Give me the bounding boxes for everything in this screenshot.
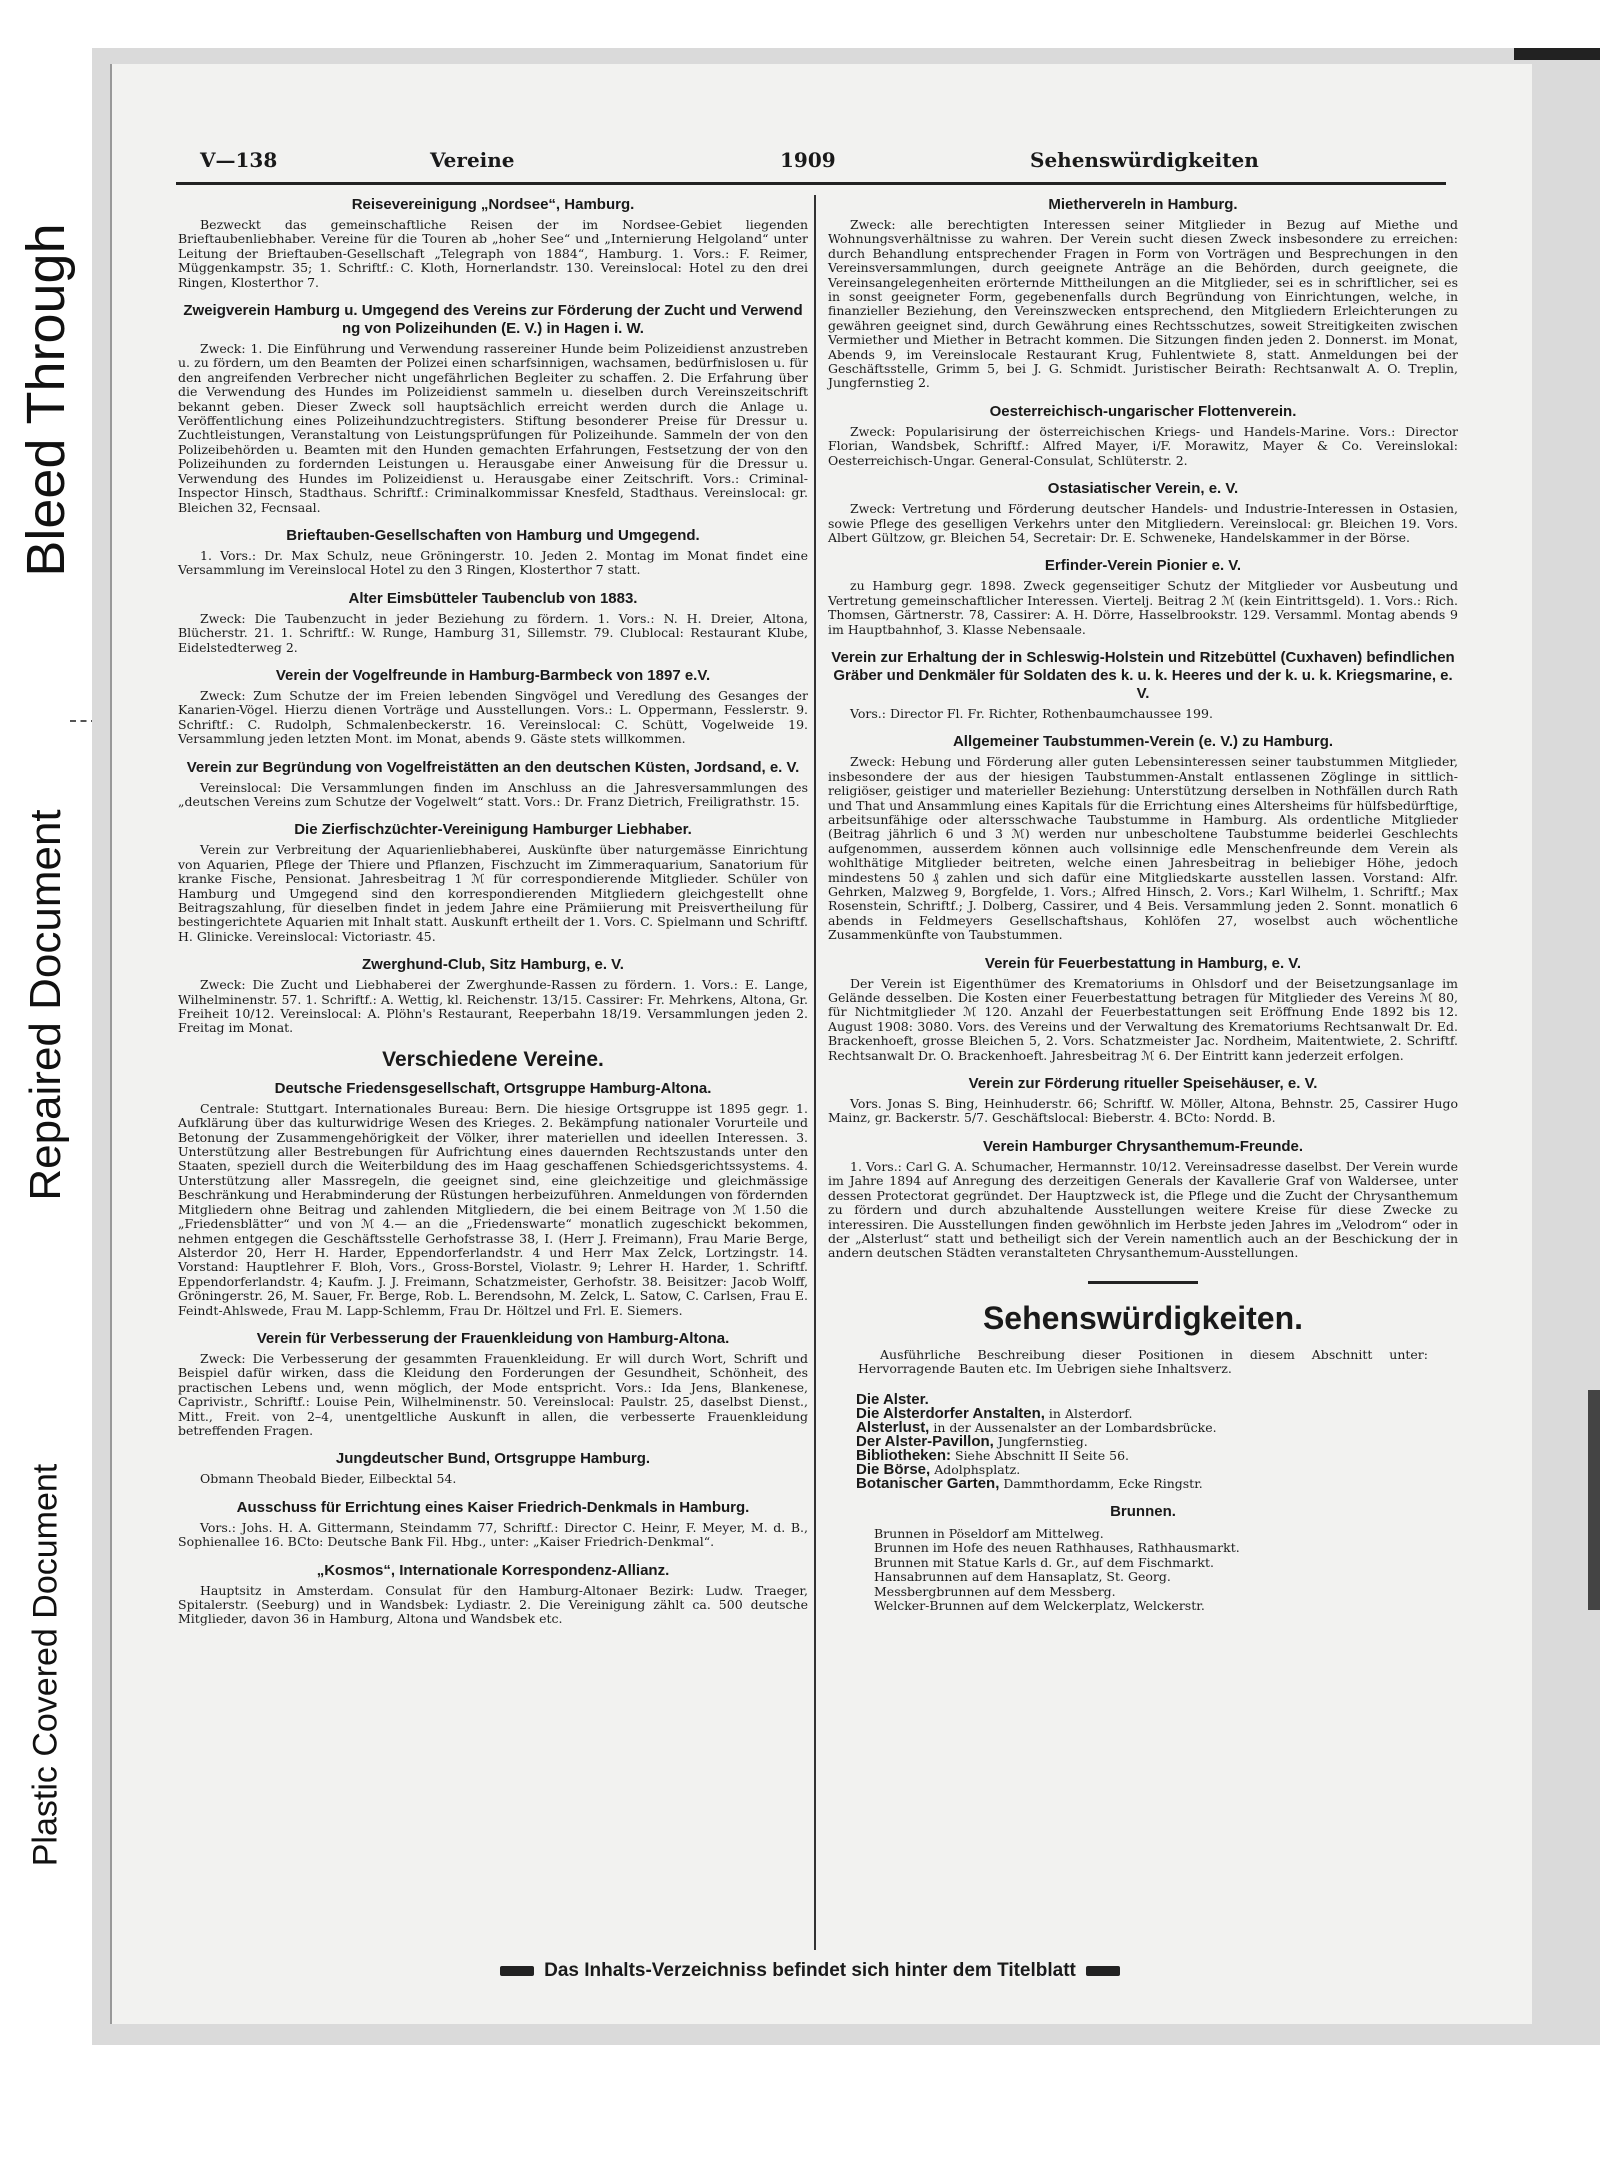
label-repaired-document: Repaired Document — [21, 809, 70, 1201]
entry-text: Der Verein ist Eigenthümer des Krematoriums in Ohlsdorf und der Beisetzungsanlage im Gelände desselben. Die Kosten einer Feuerbestattung betragen für Mitglieder des Vereins ℳ 80, für Nichtmitglieder ℳ 120. Anzahl der Feuerbestattungen seit Eröffnung Ende 1892 bis 12. August 1908: 3080. Vors. des Vereins und der Verwaltung des Krematoriums Rechtsanwalt Dr. Ed. Brackenhoeft, grosse Bleichen 5, 2. Vors. Schatzmeister Jac. Nordheim, Maitentwiete, 2. Schriftf. Rechtsanwalt Dr. O. Brackenhoeft. Jahresbeitrag ℳ 6. Der Eintritt kann jederzeit erfolgen. — [828, 975, 1458, 1063]
entry-title: Verein für Verbesserung der Frauenkleidung von Hamburg-Altona. — [256, 1329, 730, 1347]
entry-text: Obmann Theobald Bieder, Eilbecktal 54. — [200, 1471, 457, 1487]
entry — [828, 649, 1458, 721]
entry — [178, 527, 808, 578]
sight-name: Alsterlust, — [856, 1418, 930, 1436]
column-rule — [814, 195, 816, 1950]
label-plastic-covered-document: Plastic Covered Document — [26, 1463, 65, 1867]
entry-title: Ausschuss für Errichtung eines Kaiser Friedrich-Denkmals in Hamburg. — [236, 1498, 750, 1516]
entry-text: 1. Vors.: Carl G. A. Schumacher, Hermannstr. 10/12. Vereinsadresse daselbst. Der Verein wurde im Jahre 1894 auf Anregung des derzeitigen Generals der Kavallerie Graf von Waldersee, unter dessen Protectorat gegründet. Der Hauptzweck ist, die Pflege und die Zucht der Chrysanthemum zu fördern und durch abzuhaltende Ausstellungen weitere Kreise für diese Zwecke zu interessiren. Die Ausstellungen finden gewöhnlich im Herbste jeden Jahres im „Velodrom“ oder in der „Alsterlust“ statt und betheiligt sich der Verein namentlich auch an der Beschickung der in andern deutschen Städten veranstalteten Chrysanthemum-Ausstellungen. — [828, 1158, 1458, 1261]
header-year: 1909 — [780, 148, 836, 172]
entry-title: Verein zur Erhaltung der in Schleswig-Holstein und Ritzebüttel (Cuxhaven) befindlichen Gräber und Denkmäler für Soldaten des k. u. k. Heeres und der k. u. k. Kriegsmarine, e. V. — [831, 648, 1455, 702]
entry — [178, 1499, 808, 1550]
right-column — [828, 196, 1458, 1614]
fountain-item: Brunnen mit Statue Karls d. Gr., auf dem Fischmarkt. — [874, 1554, 1214, 1570]
left-column — [178, 196, 808, 1639]
entry-title: Verein zur Begründung von Vogelfreistätten an den deutschen Küsten, Jordsand, e. V. — [186, 758, 800, 776]
entry-text: 1. Vors.: Dr. Max Schulz, neue Gröningerstr. 10. Jeden 2. Montag im Monat findet eine Versammlung im Vereinslocal Hotel zu den 3 Ringen, Klosterthor 7 statt. — [178, 547, 808, 578]
entry-title: Alter Eimsbütteler Taubenclub von 1883. — [348, 589, 638, 607]
sights-intro: Ausführliche Beschreibung dieser Positionen in diesem Abschnitt unter: Hervorragende Bauten etc. Im Uebrigen siehe Inhaltsverz. — [858, 1346, 1428, 1377]
entry-text: Zweck: Die Zucht und Liebhaberei der Zwerghunde-Rassen zu fördern. 1. Vors.: E. Lange, Wilhelminenstr. 57. 1. Schriftf.: A. Wettig, kl. Reichenstr. 13/15. Cassirer: Fr. Mehrkens, Altona, Gr. Freiheit 10/12. Vereinslocal: A. Plöhn's Restaurant, Reeperbahn 18/19. Versammlungen jeden 2. Freitag im Monat. — [178, 977, 808, 1036]
entry-text: Bezweckt das gemeinschaftliche Reisen der im Nordsee-Gebiet liegenden Brieftaubenliebhaber. Vereine für die Touren ab „hoher See“ und „Internierung Helgoland“ unter Leitung der Brieftauben-Gesellschaft „Telegraph von 1884“, Hamburg. 1. Vors.: F. Reimer, Müggenkampstr. 35; 1. Schriftf.: C. Kloth, Hornerlandstr. 130. Vereinslocal: Hotel zu den drei Ringen, Klosterthor 7. — [178, 217, 808, 290]
entry-text: zu Hamburg gegr. 1898. Zweck gegenseitiger Schutz der Mitglieder vor Ausbeutung und Vertretung gemeinschaftlicher Interessen. Viertelj. Beitrag 2 ℳ (kein Eintrittsgeld). 1. Vors.: Rich. Thomsen, Gärtnerstr. 78, Cassirer: A. H. Dörre, Hasselbrookstr. 129. Versamml. Montag abends 9 im Hauptbahnhof, 3. Klasse Nebensaale. — [828, 578, 1458, 637]
entry-title: Deutsche Friedensgesellschaft, Ortsgruppe Hamburg-Altona. — [274, 1079, 712, 1097]
entry — [178, 196, 808, 290]
fountain-item: Welcker-Brunnen auf dem Welckerplatz, Welckerstr. — [874, 1598, 1205, 1614]
fountains-heading: Brunnen. — [1110, 1502, 1176, 1520]
entry — [828, 733, 1458, 942]
entry — [178, 1330, 808, 1438]
entry-title: Verein für Feuerbestattung in Hamburg, e. V. — [984, 954, 1302, 972]
entry-text: Centrale: Stuttgart. Internationales Bureau: Bern. Die hiesige Ortsgruppe ist 1895 gegr. 1. Aufklärung über das kulturwidrige Wesen des Krieges. 2. Bekämpfung nationaler Vorurteile und Betonung der Zusammengehörigkeit der Völker, ihrer materiellen und ideellen Interessen. 3. Unterstützung aller Bestrebungen für Aufrichtung eines dauernden Rechtszustands unter den Staaten, speziell durch die Weiterbildung des im Haag geschaffenen Schiedsgerichtssystems. 4. Unterstützung aller Massregeln, die geeignet sind, eine gleichzeitige und gleichmässige Beschränkung und Herabminderung der Rüstungen herbeizuführen. Anmeldungen von fördernden Mitgliedern ohne Beitrag und zahlenden Mitgliedern, die bei einem Beitrage von ℳ 1.50 die „Friedensblätter“ und von ℳ 4.— an die „Friedenswarte“ monatlich zugeschickt bekommen, nehmen entgegen die Geschäftsstelle Gerhofstrasse 38, I. (Herr J. Freimann), Frau Marie Berge, Alsterdor 20, Herr H. Harder, Eppendorferlandstr. 4 und Herr Max Zelck, Lortzingstr. 14. Vorstand: Hauptlehrer F. Bloh, Vors., Gross-Borstel, Violastr. 9; Lehrer H. Harder, 1. Schriftf. Eppendorferlandstr. 4; Kaufm. J. J. Freimann, Schatzmeister, Gerhofstr. 38. Beisitzer: Jacob Wolff, Gröningerstr. 26, M. Sauer, Fr. Berge, Rob. L. Berendsohn, M. Zelck, L. Satow, C. Carlsen, Frau E. Feindt-Ahlswede, Frau M. Lapp-Schlemm, Frau Dr. Höltzel und Frl. E. Siemers. — [178, 1100, 808, 1318]
sights-heading: Sehenswürdigkeiten. — [982, 1299, 1304, 1336]
entry-text: Zweck: Die Verbesserung der gesammten Frauenkleidung. Er will durch Wort, Schrift und Beispiel dafür wirken, dass die Kleidung den Forderungen der Gesundheit, Schönheit, des practischen Lebens und, wenn möglich, der Mode entspricht. Vors.: Ida Jens, Blankenese, Caprivistr., Schriftf.: Louise Pein, Wilhelminenstr. 50. Vereinslocal: Paulstr. 25, daselbst Dienst., Mitt., Freit. von 2–4, unentgeltliche Auskunft in allen, die verbesserte Frauenkleidung betreffenden Fragen. — [178, 1350, 808, 1438]
sight-detail: in der Aussenalster an der Lombardsbrücke. — [933, 1419, 1217, 1435]
left-margin-strip — [0, 0, 92, 2177]
entry — [178, 1080, 808, 1318]
entry-text: Vors. Jonas S. Bing, Heinhuderstr. 66; Schriftf. W. Möller, Altona, Behnstr. 25, Cassirer Hugo Mainz, gr. Backerstr. 5/7. Geschäftslocal: Bieberstr. 4. BCto: Nordd. B. — [828, 1096, 1458, 1126]
entry-text: Zweck: Popularisirung der österreichischen Kriegs- und Handels-Marine. Vors.: Director Florian, Wandsbek, Schriftf.: Alfred Mayer, i/F. Morawitz, Mayer & Co. Vereinslokal: Oesterreichisch-Ungar. General-Consulat, Schlüterstr. 2. — [828, 423, 1458, 468]
entry-text: Zweck: 1. Die Einführung und Verwendung rassereiner Hunde beim Polizeidienst anzustreben u. zu fördern, um den Beamten der Polizei einen scharfsinnigen, wachsamen, bedürfnislosen u. für den angreifenden Verbrecher nicht ungefährlichen Begleiter zu schaffen. 2. Die Erfahrung über die Verwendung des Hundes im Polizeidienst sammeln u. dieselben durch Vereinszeitschrift bekannt geben. Dieser Zweck soll hauptsächlich erreicht werden durch die Anlage u. Veröffentlichung eines Polizeihundzuchtregisters. Stiftung besonderer Preise für Dressur u. Zuchtleistungen, Veranstaltung von Leistungsprüfungen für Polizeihunde. Sammeln der von den Polizeibehörden u. Beamten mit den Hunden gemachten Erfahrungen, Festsetzung der von den Polizeihunden zu fordernden Leistungen u. Herausgabe einer Anweisung für die Dressur u. Verwendung des Hundes im Polizeidienst u. Herausgabe einer Zeitschrift. Vors.: Criminal-Inspector Hinsch, Stadthaus. Schriftf.: Criminalkommissar Knesfeld, Stadthaus. Vereinslocal: gr. Bleichen 32, Fecnsaal. — [178, 341, 808, 515]
sight-detail: Adolphsplatz. — [934, 1461, 1021, 1477]
page-header — [200, 148, 1445, 178]
sight-item — [856, 1446, 1458, 1464]
entry — [178, 759, 808, 810]
entry-title: Oesterreichisch-ungarischer Flottenverein. — [989, 402, 1297, 420]
sight-name: Bibliotheken: — [856, 1446, 952, 1464]
entry-title: Brieftauben-Gesellschaften von Hamburg und Umgegend. — [286, 526, 700, 544]
footer-note — [400, 1960, 1220, 1982]
pointing-hand-icon — [500, 1966, 534, 1976]
sight-item — [856, 1474, 1458, 1492]
fountain-item: Messbergbrunnen auf dem Messberg. — [874, 1583, 1116, 1599]
sight-name: Die Börse, — [856, 1460, 931, 1478]
section-heading: Verschiedene Vereine. — [382, 1047, 604, 1071]
entry — [828, 955, 1458, 1063]
footer-text: Das Inhalts-Verzeichniss befindet sich hinter dem Titelblatt — [544, 1960, 1076, 1981]
entry — [828, 1075, 1458, 1126]
page-number: V—138 — [200, 148, 278, 172]
entry-title: Verein Hamburger Chrysanthemum-Freunde. — [982, 1137, 1304, 1155]
entry-text: Hauptsitz in Amsterdam. Consulat für den Hamburg-Altonaer Bezirk: Ludw. Traeger, Spitalerstr. (Seeburg) und in Wandsbek: Lydiastr. 2. Die Vereinigung zählt ca. 500 deutsche Mitglieder, davon 36 in Hamburg, Altona und Wandsbek etc. — [178, 1582, 808, 1627]
entry — [178, 590, 808, 655]
entry — [828, 557, 1458, 637]
entry — [178, 956, 808, 1036]
entry-title: Miethervereln in Hamburg. — [1048, 196, 1238, 213]
entry-title: Zweigverein Hamburg u. Umgegend des Vereins zur Förderung der Zucht und Verwend ng von Polizeihunden (E. V.) in Hagen i. W. — [183, 302, 803, 338]
section-divider — [1088, 1281, 1198, 1284]
scan-edge-top — [1514, 48, 1600, 60]
entry-text: Vors.: Director Fl. Fr. Richter, Rothenbaumchaussee 199. — [850, 705, 1213, 721]
sight-detail: Jungfernstieg. — [997, 1433, 1088, 1449]
entry-text: Zweck: Die Taubenzucht in jeder Beziehung zu fördern. 1. Vors.: N. H. Dreier, Altona, Blücherstr. 21. 1. Schriftf.: W. Runge, Hamburg 31, Sillemstr. 79. Clublocal: Restaurant Klube, Eidelstedterweg 2. — [178, 610, 808, 655]
entry-title: „Kosmos“, Internationale Korrespondenz-Allianz. — [316, 1561, 670, 1579]
entry — [178, 302, 808, 515]
entry-title: Ostasiatischer Verein, e. V. — [1047, 480, 1239, 498]
entry — [828, 196, 1458, 391]
entry — [178, 821, 808, 944]
header-rule — [176, 182, 1446, 185]
entry-title: Die Zierfischzüchter-Vereinigung Hamburger Liebhaber. — [294, 821, 692, 839]
scan-edge-right — [1588, 1390, 1600, 1610]
entry-title: Erfinder-Verein Pionier e. V. — [1044, 557, 1242, 575]
entry-text: Zweck: Vertretung und Förderung deutscher Handels- und Industrie-Interessen in Ostasien, sowie Pflege des geselligen Verkehrs unter den Mitgliedern. Vereinslocal: gr. Bleichen 19. Vors. Albert Gültzow, gr. Bleichen 54, Secretair: Dr. E. Schweneke, Handelskammer in der Börse. — [828, 501, 1458, 545]
header-title: Sehenswürdigkeiten — [1030, 148, 1259, 172]
sight-name: Der Alster-Pavillon, — [856, 1432, 994, 1450]
sight-detail: Dammthordamm, Ecke Ringstr. — [1003, 1475, 1203, 1491]
sight-item — [856, 1404, 1458, 1422]
sight-detail: Siehe Abschnitt II Seite 56. — [955, 1447, 1130, 1463]
entry-title: Zwerghund-Club, Sitz Hamburg, e. V. — [362, 956, 624, 974]
sight-name: Botanischer Garten, — [856, 1474, 1000, 1492]
entry-text: Verein zur Verbreitung der Aquarienliebhaberei, Auskünfte über naturgemässe Einrichtung von Aquarien, Pflege der Thiere und Pflanzen, Fischzucht im Zimmeraquarium, Sanatorium für kranke Fische, Pensionat. Jahresbeitrag 1 ℳ für correspondierende Mitglieder. Schüler von Hamburg und Umgegend sind den korrespondierenden Mitgliedern gleichgestellt ohne Beitragszahlung, für dieselben findet in jedem Jahre eine Prämiierung mit Preisvertheilung für bestingerichtete Aquarien mit Inhalt statt. Auskunft ertheilt der 1. Vors. C. Spielmann und Schriftf. H. Glinicke. Vereinslocal: Victoriastr. 45. — [178, 842, 808, 944]
fountain-item: Hansabrunnen auf dem Hansaplatz, St. Georg. — [874, 1569, 1171, 1585]
entry-text: Vereinslocal: Die Versammlungen finden im Anschluss an die Jahresversammlungen des „deutschen Vereins zum Schutze der Vogelwelt“ statt. Vors.: Dr. Franz Dietrich, Freiligrathstr. 15. — [178, 779, 808, 809]
sight-detail: in Alsterdorf. — [1048, 1405, 1133, 1421]
fountain-item: Brunnen im Hofe des neuen Rathhauses, Rathhausmarkt. — [874, 1540, 1240, 1556]
entry-title: Verein der Vogelfreunde in Hamburg-Barmbeck von 1897 e.V. — [275, 666, 711, 684]
entry-title: Reisevereinigung „Nordsee“, Hamburg. — [351, 196, 635, 213]
entry — [178, 1450, 808, 1486]
entry — [828, 1138, 1458, 1261]
entry-text: Vors.: Johs. H. A. Gittermann, Steindamm 77, Schriftf.: Director C. Heinr, F. Meyer, M. d. B., Sophienallee 16. BCto: Deutsche Bank Fil. Hbg., unter: „Kaiser Friedrich-Denkmal“. — [178, 1519, 808, 1550]
header-section: Vereine — [430, 148, 515, 172]
fountain-item: Brunnen in Pöseldorf am Mittelweg. — [874, 1525, 1104, 1541]
sight-name: Die Alsterdorfer Anstalten, — [856, 1404, 1045, 1422]
entry-title: Verein zur Förderung ritueller Speisehäuser, e. V. — [968, 1075, 1318, 1093]
label-bleed-through: Bleed Through — [16, 223, 76, 577]
entry-text: Zweck: alle berechtigten Interessen seiner Mitglieder in Bezug auf Miethe und Wohnungsverhältnisse zu wahren. Der Verein sucht diesen Zweck insbesondere zu erreichen: durch Behandlung entsprechender Fragen in Form von Vorträgen und Besprechungen in den Vereinsversammlungen, durch geeignete Anträge an die Behörden, durch geeignete, die Vereinsangelegenheiten erörternde Mittheilungen an die Mitglieder, sei es in schriftlicher, sei es in sonst geeigneter Form, gegebenenfalls durch Begründung von Einrichtungen, welche, in finanzieller Beziehung, den Vereinszwecken entsprechend, den Mitgliedern Erleichterungen zu gewähren geeignet sind, durch Gewährung eines Rechtsschutzes, soweit Streitigkeiten zwischen Vermiether und Miether in Betracht kommen. Die Sitzungen finden jeden 2. Donnerst. im Monat, Abends 9, im Vereinslocale Restaurant Krug, Fuhlentwiete 8, statt. Anmeldungen bei der Geschäftsstelle, Grimm 5, bei J. G. Schmidt. Juristischer Beirath: Rechtsanwalt A. O. Treplin, Jungfernstieg 2. — [828, 217, 1458, 391]
entry-title: Jungdeutscher Bund, Ortsgruppe Hamburg. — [335, 1450, 651, 1468]
pointing-hand-icon — [1086, 1966, 1120, 1976]
sight-name: Die Alster. — [856, 1390, 929, 1408]
entry-title: Allgemeiner Taubstummen-Verein (e. V.) zu Hamburg. — [952, 733, 1334, 751]
entry — [178, 667, 808, 747]
entry-text: Zweck: Hebung und Förderung aller guten Lebensinteressen seiner taubstummen Mitglieder, insbesondere der aus der hiesigen Taubstummen-Anstalt entlassenen Zöglinge in sittlich-religiöser, geistiger und materieller Beziehung: Unterstützung derselben in Nothfällen durch Rath und That und Ansammlung eines Kapitals für die Errichtung eines Altersheims für hülfsbedürftige, arbeitsunfähige oder altersschwache Taubstumme in Hamburg. Als ordentliche Mitglieder (Beitrag jährlich 6 und 3 ℳ) werden nur unbescholtene Taubstumme beiderlei Geschlechts aufgenommen, ausserdem können auch vollsinnige edle Menschenfreunde dem Verein als wohlthätige Mitglieder beitreten, welche einen Jahresbeitrag in beliebiger Höhe, jedoch mindestens 50 ₰ zahlen und sich dafür eine Mitgliedskarte ausstellen lassen. Vorstand: Alfr. Gehrken, Malzweg 9, Borgfelde, 1. Vors.; Alfred Hinsch, 2. Vors.; Karl Wilhelm, 1. Schriftf.; Max Rosenstein, Schriftf.; J. Dolberg, Cassirer, und 4 Beis. Versammlung jeden 2. Sonnt. monatlich 6 abends in Feldmeyers Gesellschaftshaus, Kohlöfen 27, woselbst auch wöchentliche Zusammenkünfte von Taubstummen. — [828, 754, 1458, 943]
entry-text: Zweck: Zum Schutze der im Freien lebenden Singvögel und Veredlung des Gesanges der Kanarien-Vögel. Hierzu dienen Vorträge und Ausstellungen. Vors.: L. Oppermann, Fesslerstr. 9. Schriftf.: C. Rudolph, Schmalenbeckerstr. 16. Vereinslocal: C. Schütt, Vogelweide 19. Versammlung jeden letzten Mont. im Monat, abends 9. Gäste stets willkommen. — [178, 687, 808, 747]
entry — [828, 480, 1458, 545]
entry — [178, 1562, 808, 1627]
entry — [828, 403, 1458, 468]
